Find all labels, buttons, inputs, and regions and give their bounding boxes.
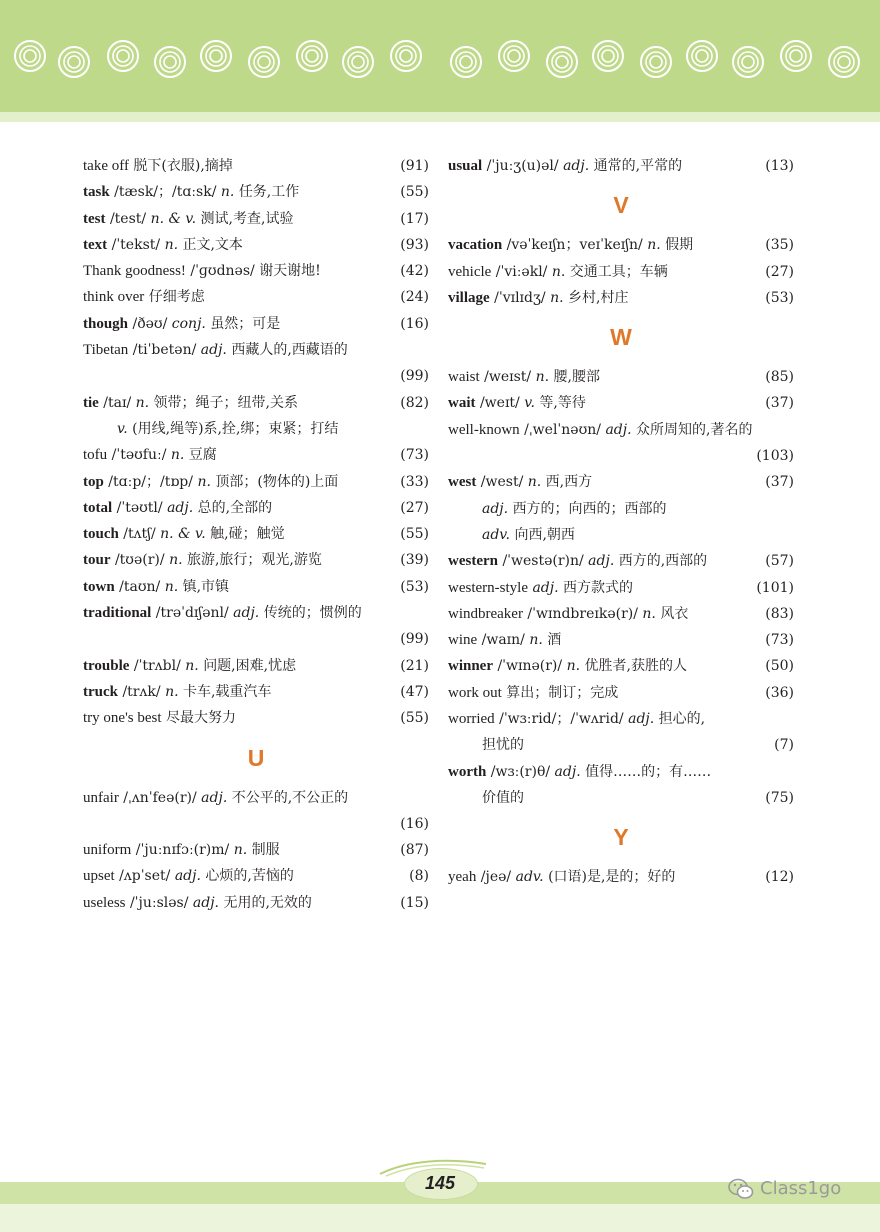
definition: 总的,全部的 [197, 499, 273, 516]
page-reference: (17) [400, 210, 429, 227]
phonetic: /ˈviːəkl/ [495, 263, 548, 280]
phonetic: /taɪ/ [103, 394, 132, 411]
headword: wait [448, 395, 476, 412]
glossary-entry [83, 284, 429, 310]
part-of-speech: n. [185, 657, 199, 674]
page-number: 145 [424, 1173, 456, 1193]
ring-icon [297, 41, 327, 71]
definition: 仔细考虑 [148, 289, 205, 306]
definition: 假期 [665, 237, 694, 254]
definition: (口语)是,是的；好的 [548, 869, 676, 886]
headword: yeah [448, 869, 477, 886]
page-reference: (73) [400, 447, 429, 464]
page-reference: (103) [756, 448, 794, 465]
wechat-icon [728, 1178, 754, 1200]
definition: 任务,工作 [238, 184, 300, 201]
part-of-speech: adj. [628, 711, 655, 728]
entry-continuation [448, 496, 794, 522]
page-reference: (37) [765, 395, 794, 412]
glossary-entry [83, 206, 429, 232]
headword: tofu [83, 447, 108, 464]
headword: western [448, 553, 498, 570]
definition: 西方的；向西的；西部的 [512, 500, 667, 517]
definition: 优胜者,获胜的人 [584, 658, 687, 675]
headword: top [83, 473, 104, 490]
page-reference: (8) [409, 868, 429, 885]
watermark [728, 1178, 841, 1200]
phonetic: /taʊn/ [119, 578, 161, 595]
headword: waist [448, 369, 480, 386]
glossary-entry [83, 837, 429, 863]
part-of-speech: n. [233, 842, 248, 859]
definition: 正文,文本 [182, 236, 243, 253]
headword: village [448, 289, 490, 306]
phonetic: /ˈtəʊfuː/ [111, 447, 167, 464]
part-of-speech: n. [566, 658, 581, 675]
glossary-entry [83, 153, 429, 179]
ring-icon [687, 41, 717, 71]
part-of-speech: adj. [532, 579, 559, 596]
definition: 触,碰；触觉 [210, 526, 285, 543]
headword: winner [448, 658, 493, 675]
phonetic: /waɪn/ [481, 632, 525, 649]
part-of-speech: n. [550, 289, 564, 306]
definition: 向西,朝西 [514, 526, 575, 543]
page-reference: (21) [400, 657, 429, 674]
phonetic: /tʊə(r)/ [114, 552, 165, 569]
part-of-speech: v. [524, 395, 535, 412]
ring-icon [155, 47, 185, 77]
definition: 脱下(衣服),摘掉 [133, 158, 233, 174]
ring-icon [15, 41, 45, 71]
page-reference: (83) [765, 605, 794, 622]
entry-continuation [83, 626, 429, 652]
page-reference: (13) [765, 158, 794, 174]
headword: useless [83, 894, 126, 911]
definition: 西,西方 [545, 474, 593, 491]
phonetic: /tɑːp/；/tɒp/ [108, 473, 193, 490]
definition: 顶部；(物体的)上面 [215, 473, 339, 490]
page-reference: (7) [774, 737, 794, 754]
definition: 卡车,载重汽车 [182, 683, 272, 700]
page-reference: (85) [765, 369, 794, 386]
headword: upset [83, 868, 115, 885]
glossary-entry [448, 864, 794, 890]
part-of-speech: adj. [605, 421, 632, 438]
glossary-entry [83, 653, 429, 679]
glossary-entry [448, 759, 794, 785]
page-reference: (57) [765, 553, 794, 570]
part-of-speech: adj. [201, 789, 228, 806]
headword: western-style [448, 579, 528, 596]
page-reference: (16) [400, 815, 429, 832]
page-reference: (53) [400, 578, 429, 595]
headword: think over [83, 289, 145, 306]
part-of-speech: adj. [482, 500, 509, 517]
glossary-entry [448, 259, 794, 285]
part-of-speech: n. [197, 473, 211, 490]
definition: 传统的；惯例的 [263, 605, 362, 622]
page-reference: (47) [400, 683, 429, 700]
definition: 旅游,旅行；观光,游览 [186, 552, 322, 569]
headword: worried [448, 711, 495, 728]
definition: 西藏人的,西藏语的 [231, 342, 348, 359]
glossary-entry [83, 785, 429, 811]
page-reference: (75) [765, 789, 794, 806]
phonetic: /ˈɡʊdnəs/ [190, 263, 255, 280]
watermark-text: Class1go [760, 1178, 842, 1199]
phonetic: /wɜː(r)θ/ [490, 763, 551, 780]
ring-icon [201, 41, 231, 71]
headword: trouble [83, 657, 130, 674]
definition: 虽然；可是 [210, 315, 281, 332]
definition: 值得……的；有…… [585, 763, 712, 780]
definition: 交通工具；车辆 [569, 263, 668, 280]
glossary-entry [83, 495, 429, 521]
glossary-entry [448, 232, 794, 258]
glossary-entry [83, 521, 429, 547]
headword: Tibetan [83, 342, 129, 359]
entry-continuation [448, 732, 794, 758]
phonetic: /ˈwestə(r)n/ [502, 553, 584, 570]
ring-icon [499, 41, 529, 71]
headword: vacation [448, 237, 503, 254]
part-of-speech: n. [535, 369, 550, 386]
phonetic: /trʌk/ [122, 683, 161, 700]
entry-continuation [448, 443, 794, 469]
phonetic: /ˈtrʌbl/ [133, 657, 181, 674]
glossary-entry [83, 469, 429, 495]
page-reference: (55) [400, 526, 429, 543]
glossary-entry [83, 311, 429, 337]
phonetic: /west/ [480, 474, 524, 491]
definition: 领带；绳子；纽带,关系 [153, 394, 298, 411]
definition: 酒 [547, 632, 562, 649]
phonetic: /jeə/ [480, 869, 512, 886]
page-reference: (37) [765, 474, 794, 491]
page-reference: (101) [756, 579, 794, 596]
glossary-entry [448, 706, 794, 732]
part-of-speech: n. & v. [150, 210, 197, 227]
ring-icon [733, 47, 763, 77]
phonetic: /ˈjuːnɪfɔː(r)m/ [135, 842, 230, 859]
page-reference: (55) [400, 710, 429, 727]
glossary-column-left [83, 153, 429, 916]
glossary-entry [83, 258, 429, 284]
phonetic: /ˌʌnˈfeə(r)/ [123, 789, 197, 806]
section-letter: U [247, 744, 265, 771]
headword: wine [448, 632, 478, 649]
headword: work out [448, 684, 502, 701]
page-reference: (27) [400, 499, 429, 516]
glossary-entry [83, 390, 429, 416]
glossary-entry [83, 574, 429, 600]
headword: test [83, 210, 106, 227]
definition: 担心的, [658, 711, 706, 728]
part-of-speech: adj. [200, 342, 227, 359]
definition: 不公平的,不公正的 [231, 789, 349, 806]
headword: total [83, 499, 113, 516]
headword: usual [448, 158, 483, 174]
definition: 谢天谢地! [259, 263, 321, 280]
page-reference: (99) [400, 631, 429, 648]
section-letter: V [613, 192, 629, 219]
page-reference: (15) [400, 894, 429, 911]
phonetic: /weɪst/ [484, 369, 532, 386]
glossary-column-right [448, 153, 794, 891]
definition: 等,等待 [539, 395, 586, 412]
glossary-entry [448, 469, 794, 495]
header-strip [0, 112, 880, 122]
entry-continuation [83, 811, 429, 837]
phonetic: /ˈwɪndbreɪkə(r)/ [527, 605, 638, 622]
header-rings-decoration [0, 0, 880, 112]
part-of-speech: adj. [233, 605, 260, 622]
phonetic: /ˈjuːʒ(u)əl/ [486, 158, 559, 174]
glossary-entry [448, 653, 794, 679]
phonetic: /weɪt/ [479, 395, 520, 412]
footer-strip [0, 1204, 880, 1232]
entry-continuation [448, 785, 794, 811]
part-of-speech: n. [551, 263, 566, 280]
headword: windbreaker [448, 605, 523, 622]
headword: tie [83, 394, 99, 411]
entry-continuation [448, 522, 794, 548]
headword: text [83, 236, 108, 253]
glossary-entry [83, 863, 429, 889]
phonetic: /test/ [109, 210, 147, 227]
page-reference: (82) [400, 394, 429, 411]
ring-icon [59, 47, 89, 77]
headword: worth [448, 763, 487, 780]
part-of-speech: adj. [588, 553, 615, 570]
headword: try one's best [83, 710, 162, 727]
page-reference: (35) [765, 237, 794, 254]
definition: 价值的 [482, 789, 524, 806]
phonetic: /vəˈkeɪʃn；veɪˈkeɪʃn/ [506, 237, 643, 254]
phonetic: /ˈvɪlɪdʒ/ [494, 289, 546, 306]
ring-icon [781, 41, 811, 71]
headword: vehicle [448, 263, 492, 280]
headword: though [83, 315, 129, 332]
definition: 豆腐 [188, 447, 217, 464]
page-reference: (16) [400, 315, 429, 332]
part-of-speech: n. [164, 236, 179, 253]
definition: 风衣 [660, 605, 689, 622]
definition: 问题,困难,忧虑 [203, 657, 297, 674]
entry-continuation [83, 416, 429, 442]
page-reference: (91) [400, 158, 429, 174]
definition: 腰,腰部 [553, 369, 600, 386]
phonetic: /ˈtəʊtl/ [116, 499, 163, 516]
definition: 无用的,无效的 [223, 894, 312, 911]
definition: 尽最大努力 [165, 710, 236, 727]
phonetic: /tiˈbetən/ [132, 342, 197, 359]
glossary-entry [83, 547, 429, 573]
page-reference: (53) [765, 289, 794, 306]
headword: take off [83, 158, 129, 174]
glossary-entry [448, 548, 794, 574]
definition: 测试,考查,试验 [200, 210, 294, 227]
headword: traditional [83, 605, 152, 622]
definition: 通常的,平常的 [593, 158, 683, 174]
page-reference: (99) [400, 368, 429, 385]
phonetic: /ðəʊ/ [132, 315, 168, 332]
glossary-entry [448, 627, 794, 653]
definition: 算出；制订；完成 [506, 684, 619, 701]
glossary-entry [83, 232, 429, 258]
phonetic: /trəˈdɪʃənl/ [155, 605, 229, 622]
glossary-entry [448, 417, 794, 443]
part-of-speech: n. [135, 394, 150, 411]
phonetic: /ˈtekst/ [111, 236, 161, 253]
ring-icon [641, 47, 671, 77]
page-reference: (50) [765, 658, 794, 675]
glossary-entry [83, 337, 429, 363]
page-reference: (87) [400, 842, 429, 859]
glossary-entry [448, 285, 794, 311]
definition: 西方款式的 [563, 579, 633, 596]
glossary-entry [83, 442, 429, 468]
headword: west [448, 474, 477, 491]
ring-icon [249, 47, 279, 77]
headword: task [83, 184, 110, 201]
entry-continuation [83, 363, 429, 389]
page-reference: (39) [400, 552, 429, 569]
glossary-entry [83, 705, 429, 731]
part-of-speech: n. [170, 447, 185, 464]
headword: uniform [83, 842, 132, 859]
definition: 乡村,村庄 [568, 289, 629, 306]
page-reference: (42) [400, 263, 429, 280]
page-reference: (24) [400, 289, 429, 306]
definition: 西方的,西部的 [618, 553, 708, 570]
part-of-speech: adj. [167, 499, 194, 516]
section-letter: Y [613, 824, 629, 851]
definition: 镇,市镇 [182, 578, 230, 595]
part-of-speech: n. [165, 683, 179, 700]
part-of-speech: n. [642, 605, 656, 622]
glossary-entry [83, 600, 429, 626]
headword: unfair [83, 789, 119, 806]
page-reference: (73) [765, 632, 794, 649]
definition: 心烦的,苦恼的 [205, 868, 294, 885]
glossary-entry [448, 153, 794, 179]
phonetic: /ˈwɪnə(r)/ [497, 658, 563, 675]
ring-icon [593, 41, 623, 71]
part-of-speech: v. [117, 420, 128, 437]
glossary-entry [448, 364, 794, 390]
part-of-speech: n. & v. [160, 526, 206, 543]
phonetic: /ˈwɜːrid/；/ˈwʌrid/ [499, 711, 624, 728]
headword: truck [83, 683, 118, 700]
definition: 制服 [251, 842, 280, 859]
part-of-speech: adj. [174, 868, 201, 885]
ring-icon [108, 41, 138, 71]
headword: town [83, 578, 115, 595]
definition: 众所周知的,著名的 [636, 421, 753, 438]
part-of-speech: adv. [482, 526, 511, 543]
page-reference: (55) [400, 184, 429, 201]
part-of-speech: n. [527, 474, 542, 491]
glossary-entry [448, 390, 794, 416]
phonetic: /ˌwelˈnəʊn/ [524, 421, 601, 438]
part-of-speech: adj. [563, 158, 590, 174]
glossary-entry [83, 679, 429, 705]
page-reference: (36) [765, 684, 794, 701]
glossary-entry [448, 575, 794, 601]
part-of-speech: n. [164, 578, 179, 595]
phonetic: /tʌtʃ/ [123, 526, 156, 543]
ring-icon [451, 47, 481, 77]
glossary-entry [83, 179, 429, 205]
part-of-speech: adv. [515, 869, 544, 886]
ring-icon [547, 47, 577, 77]
part-of-speech: conj. [171, 315, 206, 332]
glossary-entry [448, 680, 794, 706]
ring-icon [829, 47, 859, 77]
phonetic: /ʌpˈset/ [119, 868, 171, 885]
definition: 担忧的 [482, 737, 524, 754]
part-of-speech: n. [529, 632, 543, 649]
part-of-speech: adj. [554, 763, 581, 780]
page-reference: (12) [765, 869, 794, 886]
headword: Thank goodness! [83, 263, 186, 280]
part-of-speech: n. [647, 237, 661, 254]
page-reference: (27) [765, 263, 794, 280]
headword: touch [83, 526, 119, 543]
glossary-entry [83, 890, 429, 916]
definition: (用线,绳等)系,拴,绑；束紧；打结 [132, 420, 339, 437]
ring-icon [391, 41, 421, 71]
page-reference: (93) [400, 236, 429, 253]
ring-icon [343, 47, 373, 77]
part-of-speech: n. [169, 552, 183, 569]
glossary-entry [448, 601, 794, 627]
page-reference: (33) [400, 473, 429, 490]
section-letter: W [610, 324, 632, 351]
part-of-speech: n. [220, 184, 235, 201]
part-of-speech: adj. [192, 894, 220, 911]
headword: well-known [448, 421, 520, 438]
phonetic: /tæsk/；/tɑːsk/ [114, 184, 217, 201]
headword: tour [83, 552, 111, 569]
phonetic: /ˈjuːsləs/ [129, 894, 189, 911]
